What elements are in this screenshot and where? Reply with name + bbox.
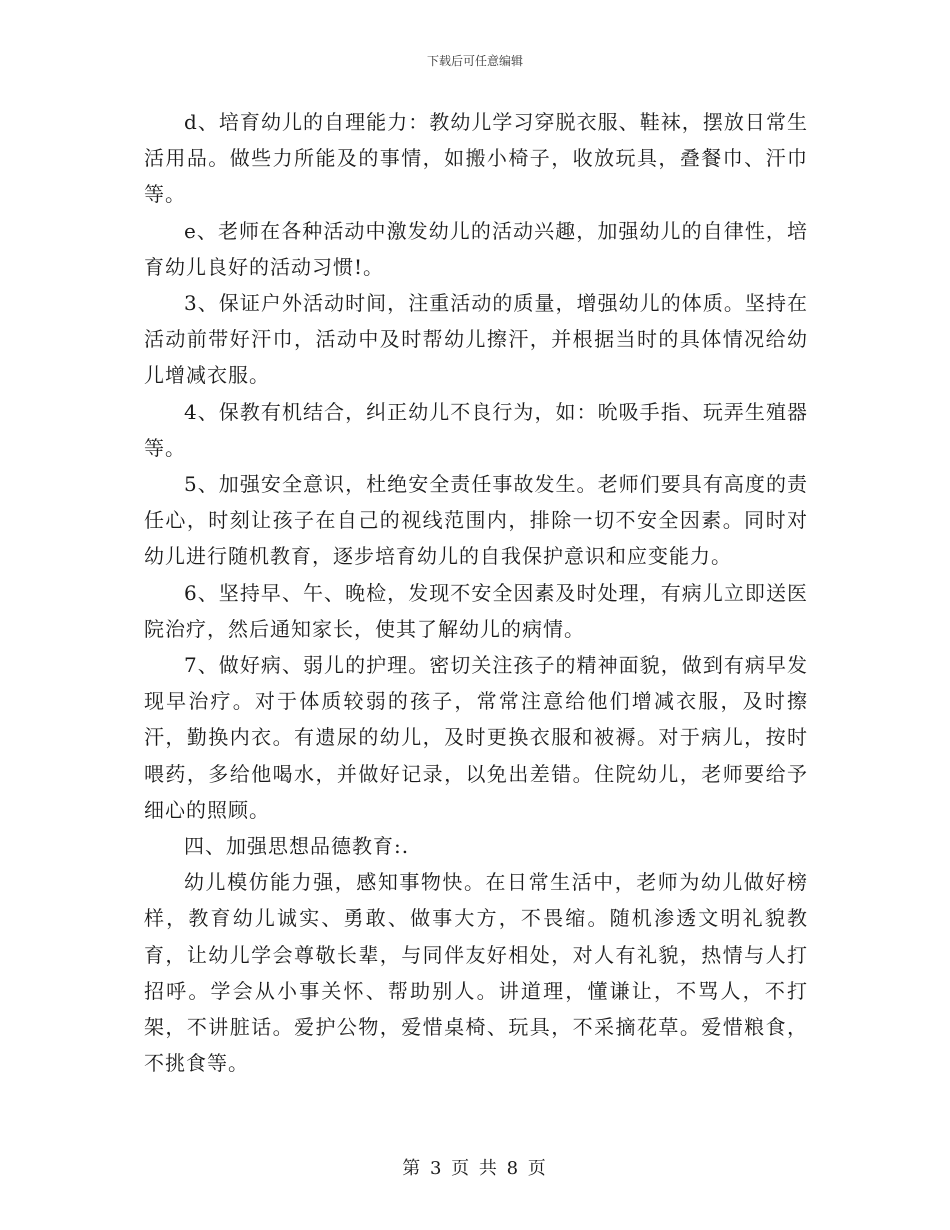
paragraph-moral-education: 幼儿模仿能力强，感知事物快。在日常生活中，老师为幼儿做好榜样，教育幼儿诚实、勇敢、做事大方，不畏缩。随机渗透文明礼貌教育，让幼儿学会尊敬长辈，与同伴友好相处，对人有礼貌，热情与人打招呼。学会从小事关怀、帮助别人。讲道理，懂谦让，不骂人，不打架，不讲脏话。爱护公物，爱惜桌椅、玩具，不采摘花草。爱惜粮食，不挑食等。 <box>144 870 808 1076</box>
paragraph-7-sick-child-care: 7、做好病、弱儿的护理。密切关注孩子的精神面貌，做到有病早发现早治疗。对于体质较弱的孩子，常常注意给他们增减衣服，及时擦汗，勤换内衣。有遗尿的幼儿，及时更换衣服和被褥。对于病儿，按时喂药，多给他喝水，并做好记录，以免出差错。住院幼儿，老师要给予细心的照顾。 <box>144 653 808 822</box>
page-footer: 第 3 页 共 8 页 <box>402 1158 548 1179</box>
page-header: 下载后可任意编辑 <box>426 54 523 68</box>
paragraph-4-behavior-correction: 4、保教有机结合，纠正幼儿不良行为，如：吮吸手指、玩弄生殖器等。 <box>144 399 808 460</box>
document-body <box>144 104 808 1081</box>
paragraph-3-outdoor-activity: 3、保证户外活动时间，注重活动的质量，增强幼儿的体质。坚持在活动前带好汗巾，活动中及时帮幼儿擦汗，并根据当时的具体情况给幼儿增减衣服。 <box>144 291 808 388</box>
paragraph-d-self-care: d、培育幼儿的自理能力：教幼儿学习穿脱衣服、鞋袜，摆放日常生活用品。做些力所能及的事情，如搬小椅子，收放玩具，叠餐巾、汗巾等。 <box>144 110 808 207</box>
paragraph-e-activity-interest: e、老师在各种活动中激发幼儿的活动兴趣，加强幼儿的自律性，培育幼儿良好的活动习惯!。 <box>144 218 808 279</box>
section-heading-moral-education: 四、加强思想品德教育:. <box>184 834 410 859</box>
paragraph-6-health-checks: 6、坚持早、午、晚检，发现不安全因素及时处理，有病儿立即送医院治疗，然后通知家长，使其了解幼儿的病情。 <box>144 580 808 641</box>
paragraph-5-safety-awareness: 5、加强安全意识，杜绝安全责任事故发生。老师们要具有高度的责任心，时刻让孩子在自己的视线范围内，排除一切不安全因素。同时对幼儿进行随机教育，逐步培育幼儿的自我保护意识和应变能力。 <box>144 472 808 569</box>
